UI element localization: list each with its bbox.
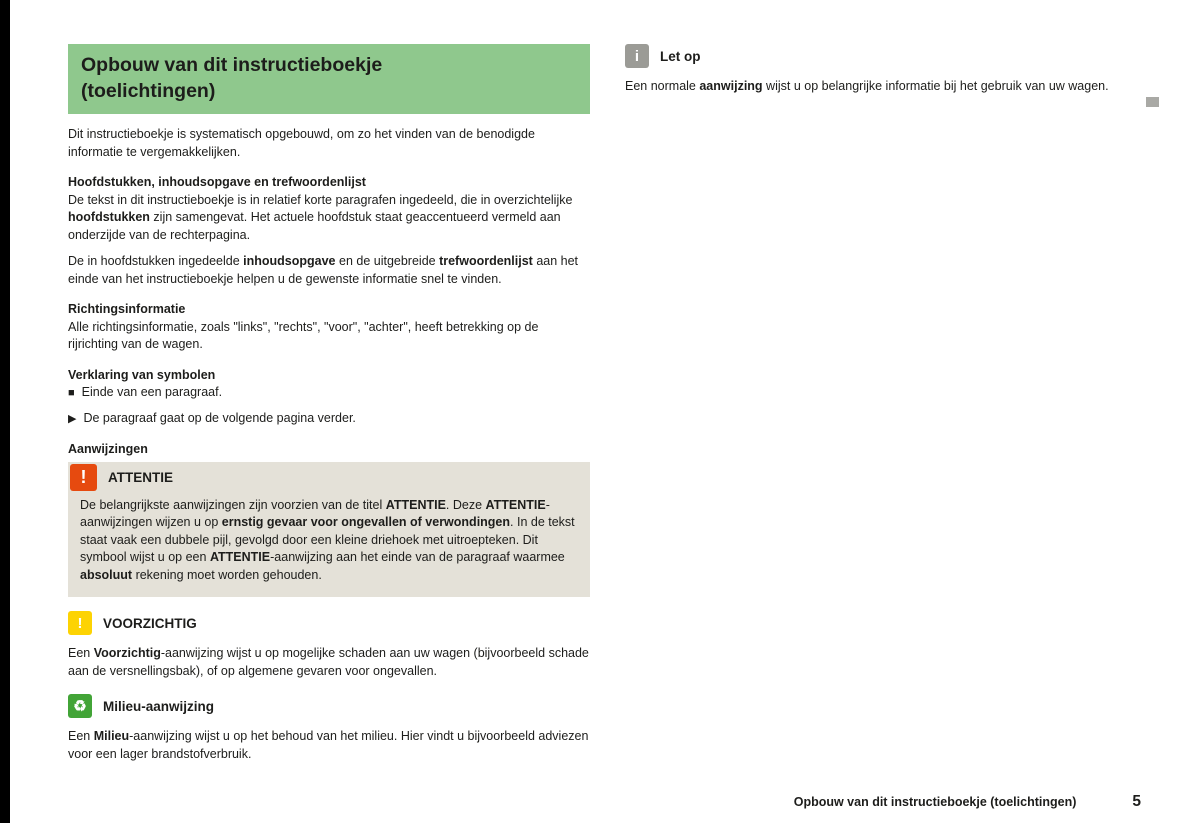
intro-paragraph: Dit instructieboekje is systematisch opgebouwd, om zo het vinden van de benodigde informatie te vergemakkelijken. (68, 127, 535, 159)
environment-label: Milieu-aanwijzing (103, 698, 215, 714)
caution-icon-glyph: ! (77, 614, 83, 632)
symbol-legend-continue-text: De paragraaf gaat op de volgende pagina verder. (83, 410, 356, 425)
chapters-paragraph-2: De in hoofdstukken ingedeelde inhoudsopgave en de uitgebreide trefwoordenlijst aan het einde van het instructieboekje helpen u de gewenste informatie snel te vinden. (68, 254, 579, 286)
symbol-legend-continue-item (68, 410, 590, 429)
chapter-title-line1: Opbouw van dit instructieboekje (81, 54, 383, 76)
note-body: Een normale aanwijzing wijst u op belangrijke informatie bij het gebruik van uw wagen. (625, 79, 1109, 93)
attention-body: De belangrijkste aanwijzingen zijn voorzien van de titel ATTENTIE. Deze ATTENTIE-aanwijzingen wijzen u op ernstig gevaar voor ongevallen of verwondingen. In de tekst staat vaak een dubbele pijl, gevolgd door een kleine driehoek met uitroepteken. Dit symbool wijst u op een ATTENTIE-aanwijzing aan het einde van de paragraaf waarmee absoluut rekening moet worden gehouden. (80, 497, 575, 582)
attention-header (70, 464, 578, 491)
page-footer (794, 793, 1141, 811)
chapters-paragraph-1: De tekst in dit instructieboekje is in relatief korte paragrafen ingedeeld, die in overzichtelijke hoofdstukken zijn samengevat. Het actuele hoofdstuk staat geaccentueerd vermeld aan onderzijde van de rechterpagina. (68, 192, 573, 242)
note-header (625, 44, 1141, 68)
footer-chapter-label: Opbouw van dit instructieboekje (toelichtingen) (793, 795, 1077, 809)
caution-icon (68, 611, 92, 635)
continue-arrow-icon: ▶ (68, 412, 77, 425)
caution-body: Een Voorzichtig-aanwijzing wijst u op mogelijke schaden aan uw wagen (bijvoorbeeld schade aan de versnellingsbak), of op algemene gevaren voor ongevallen. (68, 646, 589, 678)
section-heading-chapters: Hoofdstukken, inhoudsopgave en trefwoordenlijst (68, 175, 366, 189)
attention-icon (70, 464, 97, 491)
info-icon-glyph: i (634, 47, 640, 65)
directions-paragraph: Alle richtingsinformatie, zoals "links", "rechts", "voor", "achter", heeft betrekking op de rijrichting van de wagen. (68, 319, 539, 351)
section-heading-symbols: Verklaring van symbolen (68, 367, 216, 382)
attention-icon-glyph: ! (80, 466, 87, 487)
paragraph-end-icon: ■ (68, 387, 75, 399)
caution-header (68, 611, 590, 635)
note-label: Let op (660, 48, 701, 64)
chapter-title (68, 44, 590, 114)
environment-body: Een Milieu-aanwijzing wijst u op het behoud van het milieu. Hier vindt u bijvoorbeeld adviezen voor een lager brandstofverbruik. (68, 729, 589, 761)
attention-label: ATTENTIE (108, 469, 173, 485)
page-number: 5 (1132, 793, 1141, 810)
caution-label: VOORZICHTIG (103, 615, 197, 631)
recycle-icon-glyph: ♻ (73, 698, 87, 715)
section-heading-notes: Aanwijzingen (68, 442, 148, 456)
section-heading-directions: Richtingsinformatie (68, 302, 186, 316)
environment-header (68, 694, 590, 718)
info-icon (625, 44, 649, 68)
chapter-title-line2: (toelichtingen) (81, 79, 216, 102)
symbol-legend-end-text: Einde van een paragraaf. (81, 385, 223, 399)
right-column (625, 44, 1141, 96)
page-tab-marker (1146, 97, 1159, 107)
symbol-legend-end-item (68, 384, 590, 403)
attention-box (68, 462, 590, 598)
page-edge-bar (0, 0, 10, 823)
recycle-icon (68, 694, 92, 718)
left-column (68, 44, 590, 763)
